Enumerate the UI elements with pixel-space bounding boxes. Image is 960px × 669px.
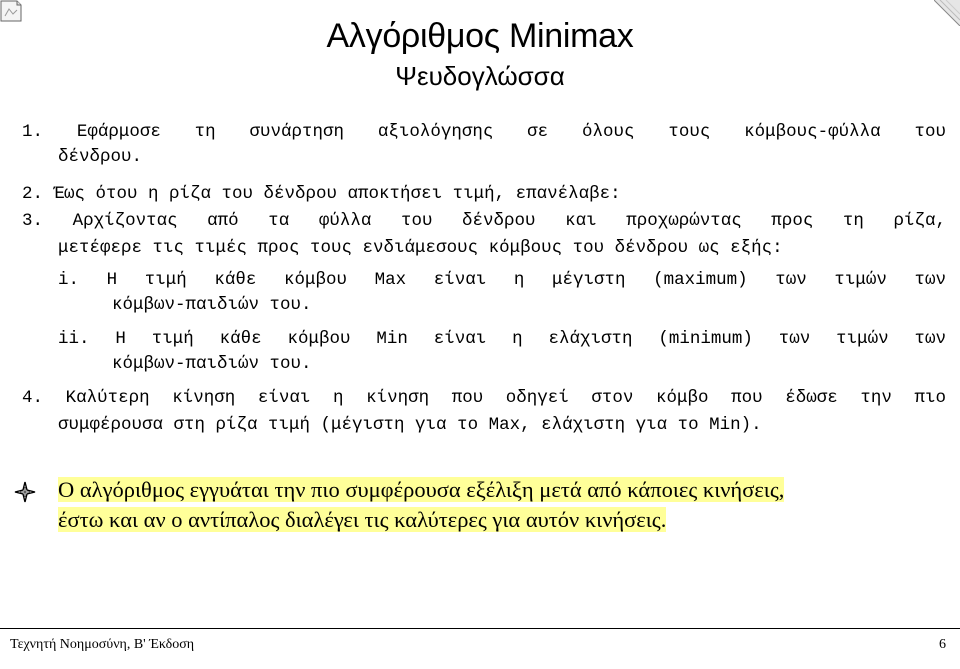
step-3-line-2: μετέφερε τις τιμές προς τους ενδιάμεσους κόμβους του δένδρου ως εξής:: [58, 238, 783, 258]
substep-ii-line-2: κόμβων-παιδιών του.: [112, 354, 312, 374]
page-subtitle: Ψευδογλώσσα: [395, 61, 565, 91]
step-1-line-2: δένδρου.: [58, 147, 143, 167]
note-line-1: [58, 475, 946, 505]
substep-ii-line-1: ii. Η τιμή κάθε κόμβου Min είναι η ελάχιστη (minimum) των τιμών των: [58, 329, 946, 349]
step-2-line-1: 2. Έως ότου η ρίζα του δένδρου αποκτήσει τιμή, επανέλαβε:: [22, 184, 621, 204]
note-highlight: έστω και αν ο αντίπαλος διαλέγει τις καλύτερες για αυτόν κινήσεις.: [58, 507, 667, 532]
note-highlight: Ο αλγόριθμος εγγυάται την πιο συμφέρουσα εξέλιξη μετά από κάποιες κινήσεις,: [58, 477, 785, 502]
page-title: Αλγόριθμος Minimax: [326, 17, 634, 55]
footer-book-title: Τεχνητή Νοημοσύνη, Β' Έκδοση: [10, 637, 195, 652]
step-4-line-2: συμφέρουσα στη ρίζα τιμή (μέγιστη για το Max, ελάχιστη για το Min).: [58, 415, 762, 435]
substep-i-line-1: i. Η τιμή κάθε κόμβου Max είναι η μέγιστη (maximum) των τιμών των: [58, 270, 946, 290]
note-line-2: [58, 505, 946, 535]
substep-i-line-2: κόμβων-παιδιών του.: [112, 295, 312, 315]
step-4-line-1: 4. Καλύτερη κίνηση είναι η κίνηση που οδηγεί στον κόμβο που έδωσε την πιο: [22, 388, 946, 408]
page-number: 6: [939, 637, 946, 652]
footer-divider: [0, 628, 960, 629]
diamond-bullet-icon: [13, 480, 37, 504]
step-1-line-1: 1. Εφάρμοσε τη συνάρτηση αξιολόγησης σε όλους τους κόμβους-φύλλα του: [22, 122, 946, 142]
step-3-line-1: 3. Αρχίζοντας από τα φύλλα του δένδρου και προχωρώντας προς τη ρίζα,: [22, 211, 946, 231]
